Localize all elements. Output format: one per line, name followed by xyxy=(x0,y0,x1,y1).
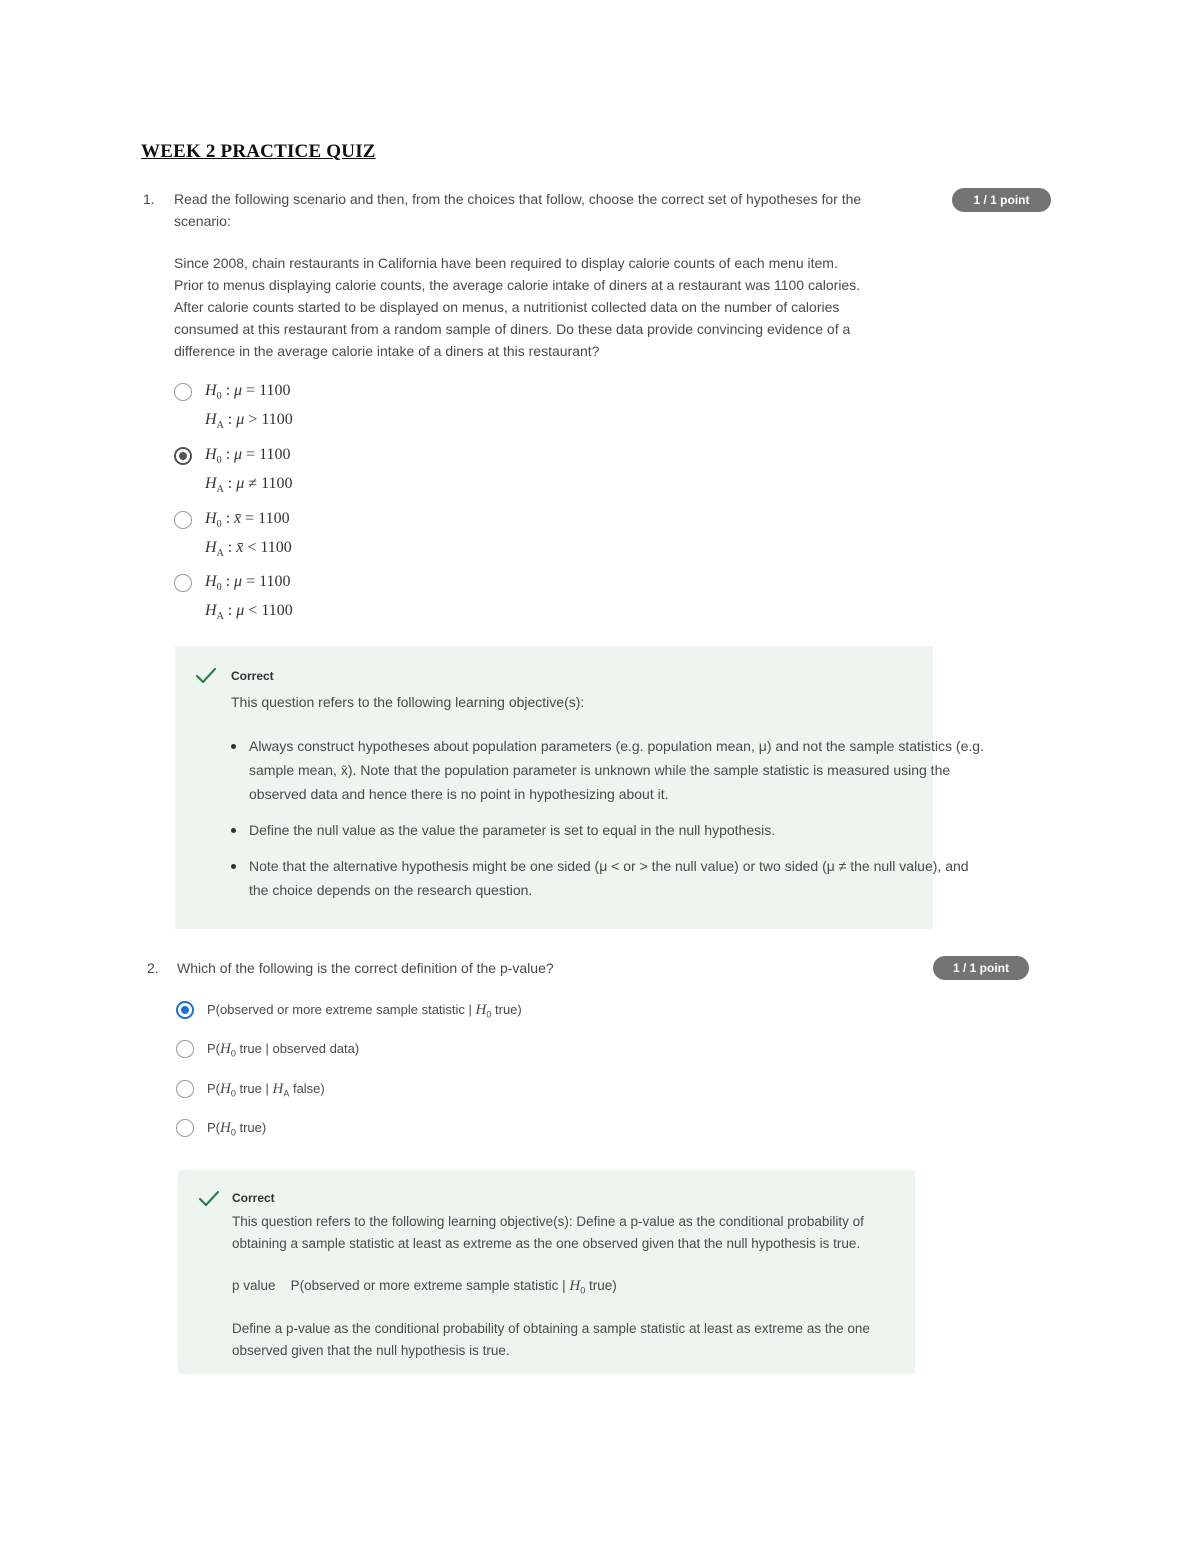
feedback-intro: This question refers to the following learning objective(s): xyxy=(231,694,585,710)
option-label xyxy=(207,1039,359,1064)
math-symbol: H xyxy=(569,1278,581,1294)
ha-relation: < xyxy=(248,602,258,620)
radio-button[interactable] xyxy=(176,1080,194,1098)
h0-variable: μ xyxy=(234,446,243,463)
math-symbol: H xyxy=(475,1002,487,1018)
math-subscript: 0 xyxy=(486,1009,492,1020)
ha-relation: > xyxy=(248,411,258,429)
prompt-line: scenario: xyxy=(174,213,231,229)
feedback-panel xyxy=(178,1170,915,1374)
scenario-line: consumed at this restaurant from a random sample of diners. Do these data provide convincing evidence of a xyxy=(174,321,851,337)
objectives-list xyxy=(249,734,989,914)
pvalue-text: true) xyxy=(585,1278,617,1293)
radio-button[interactable] xyxy=(174,574,192,592)
math-symbol: H xyxy=(272,1081,284,1097)
answer-option-3[interactable] xyxy=(176,1080,676,1102)
option-text: true) xyxy=(491,1002,522,1017)
ha-relation: ≠ xyxy=(248,475,258,493)
answer-option-4[interactable] xyxy=(176,1119,676,1141)
scenario-text xyxy=(174,252,944,362)
ha-variable: μ xyxy=(236,602,245,620)
feedback-paragraph xyxy=(232,1211,864,1255)
scenario-line: After calorie counts started to be displayed on menus, a nutritionist collected data on the number of calories xyxy=(174,299,840,315)
h0-relation: = xyxy=(246,382,256,399)
hypothesis-pair: $H_0$ : μ = 1100 $H_A$ : μ > 1100 xyxy=(205,382,293,432)
option-text: false) xyxy=(289,1081,325,1096)
pvalue-label: p value xyxy=(232,1278,276,1293)
pvalue-text: P(observed or more extreme sample statistic | xyxy=(290,1278,570,1293)
feedback-status: Correct xyxy=(232,1191,275,1205)
h0-value: 1100 xyxy=(259,382,291,399)
answer-option-2[interactable] xyxy=(176,1040,676,1062)
h0-relation: = xyxy=(245,510,255,527)
option-text: P(observed or more extreme sample statistic | xyxy=(207,1002,476,1017)
scenario-line: Since 2008, chain restaurants in California have been required to display calorie counts of each menu item. xyxy=(174,255,838,271)
feedback-line: This question refers to the following learning objective(s): Define a p-value as the conditional probability of xyxy=(232,1214,864,1229)
page-title: WEEK 2 PRACTICE QUIZ xyxy=(141,141,376,162)
math-symbol: H xyxy=(220,1041,231,1057)
radio-button[interactable] xyxy=(174,383,192,401)
math-subscript: 0 xyxy=(230,1127,236,1138)
h0-variable: μ xyxy=(234,573,243,590)
ha-relation: < xyxy=(247,539,257,557)
answer-option-1[interactable] xyxy=(176,1001,676,1023)
hypothesis-pair: $H_0$ : μ = 1100 $H_A$ : μ < 1100 xyxy=(205,573,293,623)
feedback-status: Correct xyxy=(231,669,274,683)
math-subscript: 0 xyxy=(230,1048,236,1059)
ha-value: 1100 xyxy=(261,475,293,493)
feedback-panel xyxy=(175,646,984,929)
question-number: 2. xyxy=(147,960,159,976)
h0-variable: μ xyxy=(234,382,243,399)
ha-variable: μ xyxy=(236,411,245,429)
pvalue-definition xyxy=(232,1275,617,1302)
option-text: P( xyxy=(207,1120,220,1135)
radio-button-selected[interactable] xyxy=(174,447,192,465)
list-item: Note that the alternative hypothesis might be one sided (μ < or > the null value) or two sided (μ ≠ the null value), and the choice depends on the research question. xyxy=(249,854,989,902)
list-item: Define the null value as the value the parameter is set to equal in the null hypothesis. xyxy=(249,818,989,842)
h0-relation: = xyxy=(246,446,256,463)
radio-button-selected[interactable] xyxy=(176,1001,194,1019)
option-text: P( xyxy=(207,1041,220,1056)
h0-relation: = xyxy=(246,573,256,590)
scenario-line: Prior to menus displaying calorie counts, the average calorie intake of diners at a restaurant was 1100 calories. xyxy=(174,277,861,293)
score-badge: 1 / 1 point xyxy=(952,188,1051,212)
option-label xyxy=(207,1000,522,1025)
h0-value: 1100 xyxy=(259,573,291,590)
ha-variable: μ xyxy=(236,475,245,493)
option-text: true) xyxy=(235,1120,267,1135)
math-subscript: A xyxy=(283,1088,290,1099)
math-subscript: 0 xyxy=(580,1285,586,1296)
h0-variable: x̄ xyxy=(234,510,242,527)
radio-button[interactable] xyxy=(174,511,192,529)
feedback-line: obtaining a sample statistic at least as extreme as the one observed given that the null hypothesis is true. xyxy=(232,1236,861,1251)
option-text: P( xyxy=(207,1081,220,1096)
option-text: true | observed data) xyxy=(235,1041,360,1056)
math-symbol: H xyxy=(220,1120,231,1136)
option-label xyxy=(207,1118,266,1143)
ha-value: 1100 xyxy=(260,539,292,557)
radio-button[interactable] xyxy=(176,1119,194,1137)
question-number: 1. xyxy=(143,191,155,207)
feedback-paragraph xyxy=(232,1318,870,1362)
feedback-line: Define a p-value as the conditional probability of obtaining a sample statistic at least as extreme as the one xyxy=(232,1321,870,1336)
scenario-line: difference in the average calorie intake of a diners at this restaurant? xyxy=(174,343,600,359)
feedback-line: observed given that the null hypothesis is true. xyxy=(232,1343,510,1358)
h0-value: 1100 xyxy=(258,510,290,527)
ha-value: 1100 xyxy=(261,411,293,429)
ha-variable: x̄ xyxy=(236,539,244,557)
hypothesis-pair: $H_0$ : x̄ = 1100 $H_A$ : x̄ < 1100 xyxy=(205,510,292,560)
prompt-line: Read the following scenario and then, from the choices that follow, choose the correct set of hypotheses for the xyxy=(174,191,862,207)
list-item: Always construct hypotheses about population parameters (e.g. population mean, μ) and not the sample statistics (e.g. sample mean, x̄). Note that the population parameter is unknown while the sample statistic is measured using the observed data and hence there is no point in hypothesizing about it. xyxy=(249,734,989,806)
checkmark-icon xyxy=(195,664,217,686)
option-text: true | xyxy=(235,1081,273,1096)
h0-value: 1100 xyxy=(259,446,291,463)
question-prompt: Which of the following is the correct definition of the p-value? xyxy=(177,960,554,976)
ha-value: 1100 xyxy=(261,602,293,620)
math-symbol: H xyxy=(220,1081,231,1097)
score-badge: 1 / 1 point xyxy=(933,956,1029,980)
option-label xyxy=(207,1079,325,1104)
math-subscript: 0 xyxy=(230,1088,236,1099)
hypothesis-pair: $H_0$ : μ = 1100 $H_A$ : μ ≠ 1100 xyxy=(205,446,293,496)
question-prompt xyxy=(174,188,944,232)
radio-button[interactable] xyxy=(176,1040,194,1058)
checkmark-icon xyxy=(198,1187,220,1209)
